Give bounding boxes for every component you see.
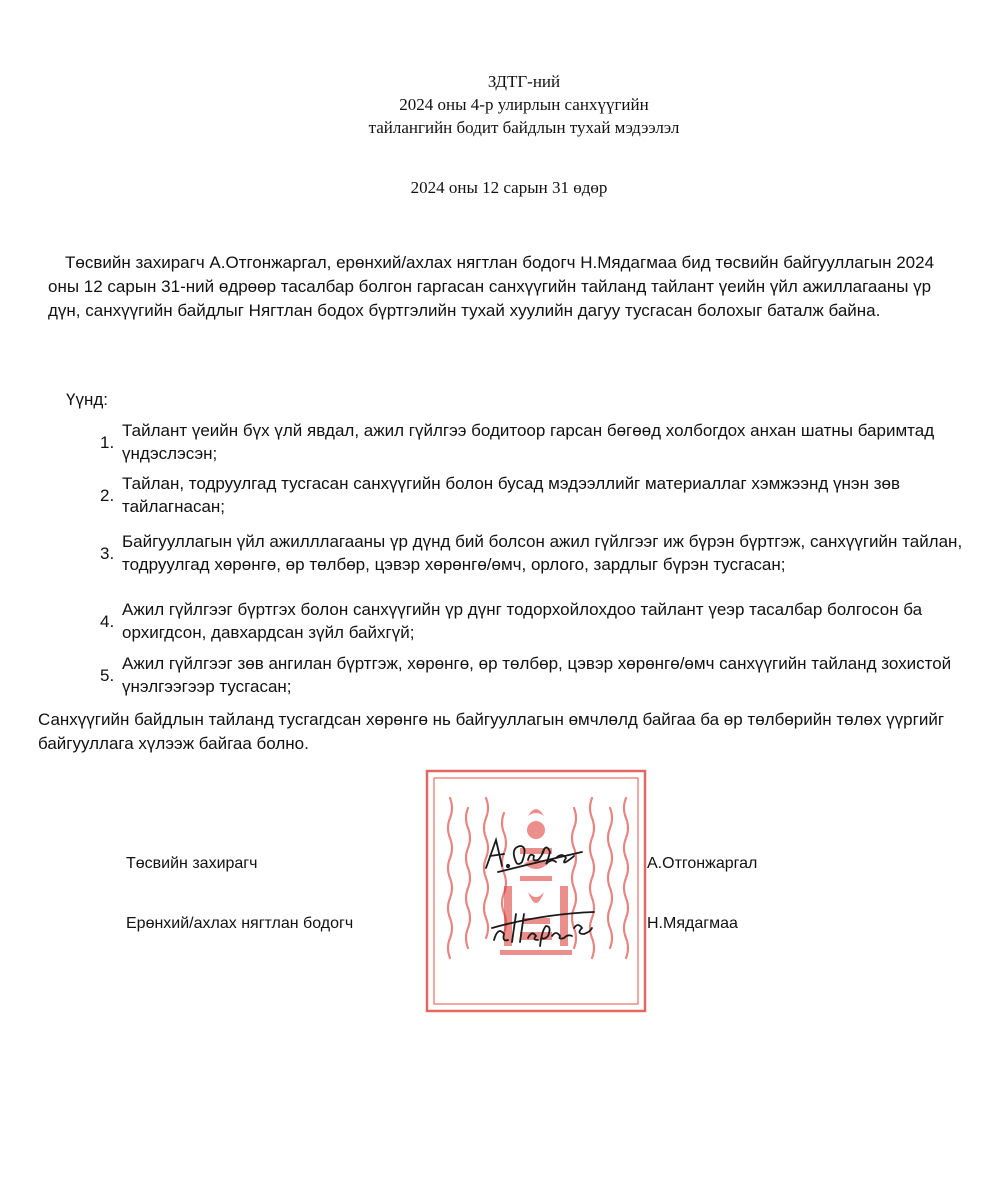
basis-label: Үүнд: — [66, 390, 108, 409]
list-item — [100, 472, 970, 518]
closing-paragraph: Санхүүгийн байдлын тайланд тусгагдсан хөрөнгө нь байгууллагын өмчлөлд байгаа ба өр төлбөрийн төлөх үүргийг байгууллага хүлээж байгаа болно. — [38, 710, 945, 753]
list-item-number: 3. — [100, 543, 115, 563]
official-stamp — [424, 768, 648, 1014]
list-item-text: Байгууллагын үйл ажилллагааны үр дүнд бий болсон ажил гүйлгээг иж бүрэн бүртгэж, санхүүгийн тайлан, тодруулгад хөрөнгө, өр төлбөр, цэвэр хөрөнгө/өмч, орлого, зардлыг бүрэн тусгасан; — [122, 532, 963, 574]
document-date — [0, 178, 998, 198]
list-item — [100, 419, 970, 465]
signature-1-role: Төсвийн захирагч — [126, 855, 258, 872]
signature-1-name: А.Отгонжаргал — [647, 855, 758, 872]
list-item-number: 4. — [100, 611, 115, 631]
list-item-number: 1. — [100, 432, 115, 452]
header-line-3: тайлангийн бодит байдлын тухай мэдээлэл — [368, 118, 680, 137]
list-item-text: Ажил гүйлгээг бүртгэх болон санхүүгийн үр дүнг тодорхойлохдоо тайлант үеэр тасалбар болгосон ба орхигдсон, давхардсан зүйл байхгүй; — [122, 600, 923, 642]
intro-paragraph — [48, 251, 948, 323]
list-item-text: Тайлан, тодруулгад тусгасан санхүүгийн болон бусад мэдээллийг материаллаг хэмжээнд үнэн зөв тайлагнасан; — [122, 474, 900, 516]
signature-2-image — [486, 906, 598, 952]
header-line-2: 2024 оны 4-р улирлын санхүүгийн — [399, 95, 649, 114]
list-item — [100, 598, 970, 644]
list-item — [100, 652, 970, 698]
header-line-1: ЗДТГ-ний — [487, 72, 561, 91]
date-text: 2024 оны 12 сарын 31 өдөр — [410, 178, 608, 197]
intro-text: Төсвийн захирагч А.Отгонжаргал, ерөнхий/ахлах нягтлан бодогч Н.Мядагмаа бид төсвийн байгууллагын 2024 оны 12 сарын 31-ний өдрөөр тасалбар болгон гаргасан санхүүгийн тайланд тайлант үеийн үйл ажиллагааны үр дүн, санхүүгийн байдлыг Нягтлан бодох бүртгэлийн тухай хуулийн дагуу тусгасан болохыг баталж байна. — [48, 253, 935, 320]
list-item — [100, 530, 970, 576]
signature-2-name: Н.Мядагмаа — [647, 915, 738, 932]
signature-2-role: Ерөнхий/ахлах нягтлан бодогч — [126, 915, 354, 932]
list-item-number: 2. — [100, 485, 115, 505]
list-item-text: Тайлант үеийн бүх үлй явдал, ажил гүйлгээ бодитоор гарсан бөгөөд холбогдох анхан шатны баримтад үндэслэсэн; — [122, 421, 935, 463]
signature-1-image — [478, 832, 586, 876]
document-header — [0, 70, 998, 139]
list-item-number: 5. — [100, 665, 115, 685]
list-item-text: Ажил гүйлгээг зөв ангилан бүртгэж, хөрөнгө, өр төлбөр, цэвэр хөрөнгө/өмч санхүүгийн тайланд зохистой үнэлгээгээр тусгасан; — [122, 654, 952, 696]
